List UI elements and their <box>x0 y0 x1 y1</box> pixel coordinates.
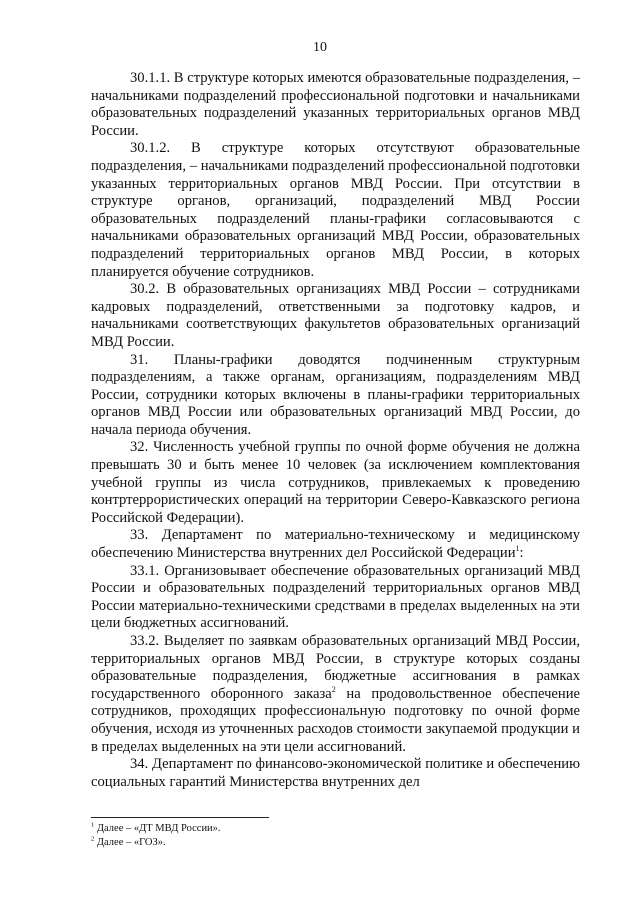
paragraph-33-1: 33.1. Организовывает обеспечение образовательных организаций МВД России и образовательных подразделений территориальных органов МВД России материально-техническими средствами в пределах выделенных на эти цели бюджетных ассигнований. <box>91 562 580 632</box>
document-body <box>91 70 580 791</box>
paragraph-30-2: 30.2. В образовательных организациях МВД России – сотрудниками кадровых подразделений, ответственными за подготовку кадров, и начальниками соответствующих факультетов образовательных организаций МВД России. <box>91 281 580 350</box>
paragraph-30-1-1: 30.1.1. В структуре которых имеются образовательные подразделения, – начальниками подразделений профессиональной подготовки и начальниками образовательных подразделений указанных территориальных органов МВД России. <box>91 70 580 139</box>
paragraph-30-1-2: 30.1.2. В структуре которых отсутствуют образовательные подразделения, – начальниками подразделений профессиональной подготовки указанных территориальных органов МВД России. При отсутствии в структуре органов, организаций, подразделений МВД России образовательных подразделений планы-графики согласовываются с начальниками образовательных организаций МВД России, образовательных подразделений территориальных органов МВД России, в которых планируется обучение сотрудников. <box>91 140 580 280</box>
footnotes <box>91 822 580 849</box>
paragraph-33-2: 33.2. Выделяет по заявкам образовательных организаций МВД России, территориальных органов МВД России, в структуре которых созданы образовательные подразделения, бюджетные ассигнования в рамках государственного оборонного заказа$^2$ на продовольственное обеспечение сотрудников, проходящих профессиональную подготовку по очной форме обучения, исходя из уточненных расходов стоимости закупаемой продукции и в пределах выделенных на эти цели ассигнований. <box>91 633 580 755</box>
footnote-2: $^2$ Далее – «ГОЗ». <box>91 835 166 848</box>
footnote-1: $^1$ Далее – «ДТ МВД России». <box>91 821 221 834</box>
paragraph-31: 31. Планы-графики доводятся подчиненным структурным подразделениям, а также органам, организациям, подразделениям МВД России, сотрудники которых включены в планы-графики территориальных органов МВД России или образовательных организаций МВД России, до начала периода обучения. <box>91 351 580 438</box>
paragraph-34: 34. Департамент по финансово-экономической политике и обеспечению социальных гарантий Министерства внутренних дел <box>91 756 580 790</box>
footnote-ref-2: 2 <box>331 684 336 694</box>
footnote-divider <box>91 817 269 818</box>
page-number: 10 <box>313 40 327 55</box>
paragraph-33: 33. Департамент по материально-техническому и медицинскому обеспечению Министерства внутренних дел Российской Федерации$^1$: <box>91 527 580 562</box>
paragraph-32: 32. Численность учебной группы по очной форме обучения не должна превышать 30 и быть менее 10 человек (за исключением комплектования учебной группы из числа сотрудников, привлекаемых к проведению контртеррористических операций на территории Северо-Кавказского региона Российской Федерации). <box>91 439 580 526</box>
footnote-ref-1: 1 <box>515 544 520 554</box>
